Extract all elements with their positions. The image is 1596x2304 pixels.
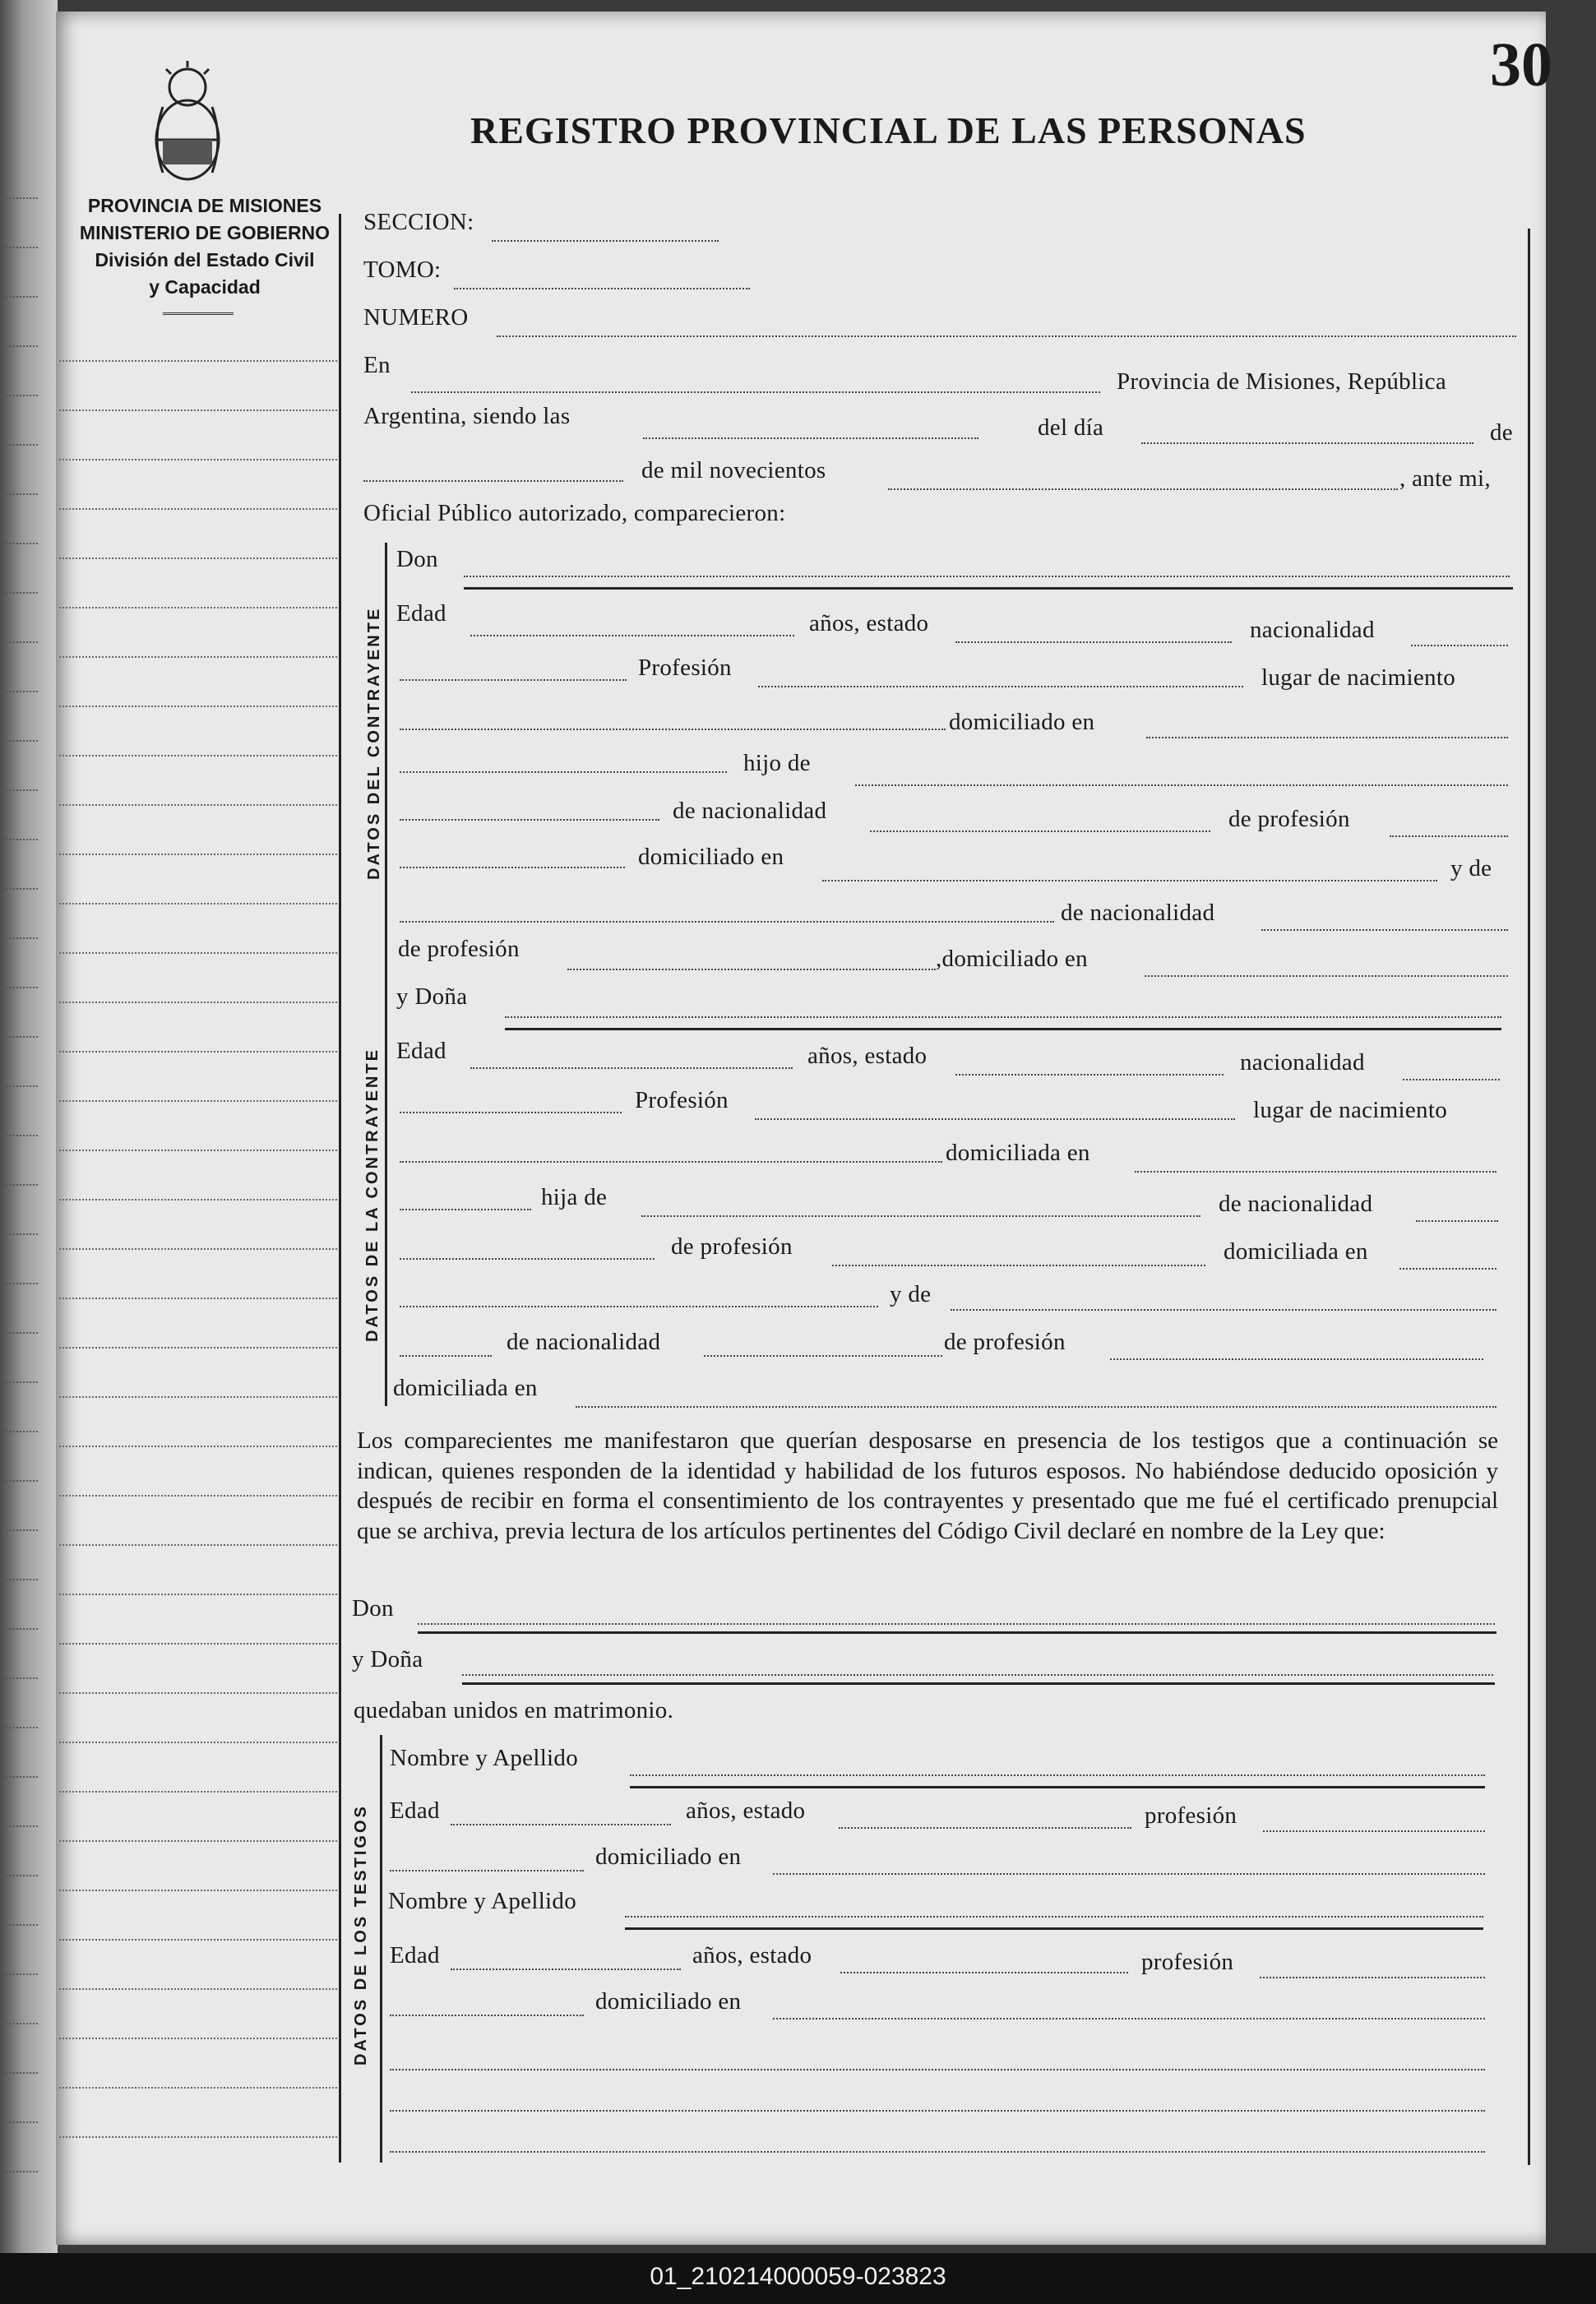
margin-line: [59, 804, 337, 806]
spine-line: [3, 1233, 38, 1235]
nacionalidad-cont-field[interactable]: [400, 679, 627, 681]
testigo2-domiciliado-label: domiciliado en: [595, 1988, 742, 2015]
padre-profesion-field[interactable]: [1390, 835, 1508, 837]
spine-line: [3, 1776, 38, 1778]
edad-f-field[interactable]: [470, 1067, 793, 1069]
margin-line: [59, 1791, 337, 1793]
spine-line: [3, 543, 38, 544]
spine-line: [3, 1677, 38, 1679]
nacionalidad-f-field[interactable]: [1403, 1079, 1500, 1080]
form-page: [56, 12, 1546, 2245]
margin-line: [59, 557, 337, 559]
padre-cont-field[interactable]: [400, 819, 659, 821]
mes-field[interactable]: [363, 480, 623, 482]
mil-label: de mil novecientos: [641, 457, 826, 483]
anos-estado-f-label: años, estado: [807, 1043, 928, 1069]
side-label-contrayente: DATOS DEL CONTRAYENTE: [365, 606, 383, 880]
anos-estado-label: años, estado: [809, 610, 929, 636]
testigo2-edad-field[interactable]: [451, 1969, 681, 1970]
margin-line: [59, 1939, 337, 1941]
spine-line: [3, 296, 38, 298]
spine-line: [3, 592, 38, 594]
de-nacionalidad-label: de nacionalidad: [673, 798, 827, 824]
nacionalidad-field[interactable]: [1411, 645, 1508, 646]
margin-line: [59, 1150, 337, 1151]
domiciliada2-label: domiciliada en: [1224, 1238, 1368, 1265]
estado-f-field[interactable]: [955, 1074, 1224, 1076]
coat-of-arms-icon: [148, 58, 227, 189]
spine-line: [3, 1628, 38, 1630]
margin-line: [59, 607, 337, 608]
margin-line: [59, 952, 337, 954]
ante-mi-label: , ante mi,: [1399, 465, 1491, 492]
testigo-extra-line[interactable]: [390, 2069, 1485, 2070]
testigo1-edad-label: Edad: [390, 1797, 440, 1824]
spine-line: [3, 2171, 38, 2172]
spine-line: [3, 444, 38, 446]
spine-line: [3, 493, 38, 495]
testigo2-profesion-field[interactable]: [1260, 1977, 1485, 1978]
dona-name-field[interactable]: [505, 1016, 1501, 1018]
page-number: 30: [1490, 30, 1552, 99]
testigo1-nombre-label: Nombre y Apellido: [390, 1745, 579, 1771]
margin-line: [59, 1199, 337, 1201]
spine-line: [3, 1332, 38, 1334]
margin-line: [59, 1396, 337, 1398]
declaration-paragraph: Los comparecientes me manifestaron que querían desposarse en presencia de los testigos que a continuación se indican, quienes responden de la identidad y habilidad de los futuros esposos. No habiéndose deducido oposición y después de recibir en forma el consentimiento de los contrayentes y presentado que me fué el certificado prenupcial que se archiva, previa lectura de los artículos pertinentes del Código Civil declaré en nombre de la Ley que:: [357, 1427, 1498, 1544]
margin-line: [59, 1495, 337, 1497]
de-nacionalidad2-f-label: de nacionalidad: [507, 1329, 661, 1355]
don-label: Don: [396, 546, 438, 572]
left-column-rule: [339, 214, 341, 2163]
domiciliado-label: domiciliado en: [949, 709, 1095, 735]
dept-line-3: División del Estado Civil: [95, 249, 315, 271]
nacionalidad-label: nacionalidad: [1250, 617, 1375, 643]
de-profesion2-f-label: de profesión: [944, 1329, 1066, 1355]
spine-line: [3, 1973, 38, 1975]
seccion-label: SECCION:: [363, 209, 474, 235]
department-block: [69, 192, 340, 301]
testigo-extra-line[interactable]: [390, 2110, 1485, 2112]
spine-line: [3, 1875, 38, 1876]
margin-line: [59, 409, 337, 411]
don-underline: [464, 587, 1513, 590]
testigo2-nombre-label: Nombre y Apellido: [388, 1888, 577, 1914]
spine-line: [3, 1431, 38, 1432]
testigo2-underline: [625, 1927, 1483, 1930]
padre-f-nacionalidad-field[interactable]: [1416, 1220, 1498, 1222]
lugar-nac-field[interactable]: [400, 729, 946, 730]
madre-nacionalidad-field[interactable]: [1261, 929, 1508, 931]
margin-line: [59, 1347, 337, 1349]
margin-line: [59, 508, 337, 510]
spine-line: [3, 2023, 38, 2024]
dept-line-2: MINISTERIO DE GOBIERNO: [79, 222, 331, 243]
profesion-f-field[interactable]: [755, 1118, 1235, 1120]
margin-line: [59, 1594, 337, 1595]
tomo-field[interactable]: [454, 288, 750, 289]
spine-line: [3, 1085, 38, 1087]
side-label-contrayenta: DATOS DE LA CONTRAYENTE: [363, 1048, 382, 1342]
don-name-field[interactable]: [464, 576, 1510, 577]
dept-rule: [163, 312, 234, 315]
margin-line: [59, 1298, 337, 1299]
anio-field[interactable]: [888, 488, 1398, 490]
spine-line: [3, 691, 38, 692]
domicilio-field[interactable]: [1146, 737, 1508, 738]
tomo-label: TOMO:: [363, 257, 442, 283]
hora-field[interactable]: [643, 437, 978, 439]
padre-nacionalidad-field[interactable]: [870, 830, 1210, 832]
dia-field[interactable]: [1141, 442, 1473, 444]
spine-line: [3, 2121, 38, 2123]
margin-line: [59, 1890, 337, 1891]
spine-line: [3, 789, 38, 791]
section-rule-testigos: [380, 1735, 382, 2163]
padre-field[interactable]: [855, 784, 1508, 786]
testigo2-profesion-cont-field[interactable]: [390, 2015, 584, 2016]
spine-line: [3, 1184, 38, 1186]
margin-line: [59, 2087, 337, 2089]
margin-line: [59, 1248, 337, 1250]
domicilio-f-field[interactable]: [1135, 1171, 1497, 1173]
lugar-nac-f-field[interactable]: [400, 1161, 942, 1163]
hija-de-label: hija de: [541, 1184, 608, 1210]
section-rule-contrayentes: [385, 543, 387, 1406]
margin-line: [59, 1742, 337, 1743]
edad-label: Edad: [396, 600, 446, 627]
margin-line: [59, 2136, 337, 2138]
padre-f-field[interactable]: [641, 1215, 1200, 1217]
testigo1-domiciliado-label: domiciliado en: [595, 1844, 742, 1870]
spine-line: [3, 1381, 38, 1383]
provincia-label: Provincia de Misiones, República: [1117, 368, 1447, 395]
testigo2-anos-label: años, estado: [692, 1942, 812, 1969]
spine-line: [3, 1825, 38, 1827]
testigo1-estado-field[interactable]: [839, 1827, 1131, 1829]
testigo1-domicilio-field[interactable]: [773, 1873, 1485, 1875]
lugar-nac-f-label: lugar de nacimiento: [1253, 1097, 1448, 1123]
margin-line: [59, 2038, 337, 2039]
spine-line: [3, 641, 38, 643]
padre-f-domicilio-cont-field[interactable]: [400, 1306, 878, 1307]
testigo1-profesion-label: profesión: [1145, 1802, 1237, 1829]
profesion-field[interactable]: [758, 686, 1243, 687]
margin-line: [59, 1544, 337, 1546]
spine-line: [3, 1924, 38, 1926]
argentina-label: Argentina, siendo las: [363, 403, 571, 429]
madre-f-profesion-field[interactable]: [1110, 1358, 1483, 1360]
testigo1-edad-field[interactable]: [451, 1824, 671, 1825]
del-dia-label: del día: [1038, 414, 1104, 441]
spine-line: [3, 1480, 38, 1482]
testigo-extra-line[interactable]: [390, 2151, 1485, 2153]
testigo1-nombre-field[interactable]: [630, 1774, 1485, 1776]
dept-line-1: PROVINCIA DE MISIONES: [87, 195, 322, 216]
madre-f-nacionalidad-field[interactable]: [704, 1355, 942, 1357]
nacionalidad-f-label: nacionalidad: [1240, 1049, 1365, 1076]
decl-dona-field[interactable]: [462, 1674, 1493, 1676]
madre-field[interactable]: [400, 921, 1054, 923]
margin-line: [59, 854, 337, 855]
margin-line: [59, 1051, 337, 1053]
padre-f-profesion-field[interactable]: [832, 1265, 1205, 1266]
edad-f-label: Edad: [396, 1038, 446, 1064]
dona-underline: [505, 1028, 1501, 1030]
margin-line: [59, 706, 337, 707]
madre-f-cont-field[interactable]: [400, 1355, 492, 1357]
page-title: REGISTRO PROVINCIAL DE LAS PERSONAS: [470, 109, 1307, 151]
y-de-label: y de: [1450, 855, 1492, 881]
domiciliada3-label: domiciliada en: [393, 1375, 538, 1401]
de-label: de: [1490, 419, 1513, 446]
de-nacionalidad2-label: de nacionalidad: [1061, 900, 1215, 926]
spine-line: [3, 1579, 38, 1580]
margin-line: [59, 459, 337, 460]
edad-field[interactable]: [470, 635, 794, 636]
decl-don-label: Don: [352, 1595, 394, 1622]
right-column-rule: [1528, 229, 1530, 2165]
spine-line: [3, 345, 38, 347]
spine-line: [3, 1727, 38, 1728]
testigo2-estado-field[interactable]: [840, 1972, 1128, 1973]
de-profesion2-label: de profesión: [398, 936, 520, 962]
margin-line: [59, 1002, 337, 1003]
domicilio-f-cont-field[interactable]: [400, 1209, 531, 1210]
spine-line: [3, 888, 38, 890]
decl-don-field[interactable]: [418, 1623, 1495, 1625]
domiciliado2-label: domiciliado en: [638, 844, 784, 870]
testigo2-domicilio-field[interactable]: [773, 2018, 1485, 2019]
profesion-label: Profesión: [638, 655, 732, 681]
madre-domicilio-field[interactable]: [1145, 975, 1508, 977]
margin-line: [59, 360, 337, 362]
numero-field[interactable]: [497, 335, 1516, 337]
testigo2-profesion-label: profesión: [1141, 1949, 1234, 1975]
padre-f-nacionalidad-cont-field[interactable]: [400, 1258, 655, 1260]
dept-line-4: y Capacidad: [149, 276, 261, 298]
domicilio-cont-field[interactable]: [400, 771, 727, 773]
margin-line: [59, 1643, 337, 1645]
testigo2-edad-label: Edad: [390, 1942, 440, 1969]
book-spine: [0, 0, 58, 2253]
testigo2-nombre-field[interactable]: [625, 1916, 1483, 1918]
nacionalidad-f-cont-field[interactable]: [400, 1112, 622, 1113]
lugar-nac-label: lugar de nacimiento: [1261, 664, 1456, 691]
decl-dona-label: y Doña: [352, 1646, 423, 1672]
decl-dona-underline: [462, 1682, 1495, 1685]
de-profesion-label: de profesión: [1228, 806, 1350, 832]
spine-line: [3, 937, 38, 939]
de-profesion-f-label: de profesión: [671, 1233, 793, 1260]
testigo1-profesion-field[interactable]: [1263, 1830, 1485, 1832]
spine-line: [3, 2072, 38, 2074]
padre-profesion-cont-field[interactable]: [400, 867, 625, 868]
quedaban-label: quedaban unidos en matrimonio.: [354, 1697, 674, 1723]
madre-f-domicilio-field[interactable]: [576, 1406, 1497, 1408]
padre-domicilio-field[interactable]: [822, 880, 1437, 881]
margin-line: [59, 903, 337, 904]
margin-line: [59, 1446, 337, 1447]
spine-line: [3, 247, 38, 248]
spine-line: [3, 1135, 38, 1136]
image-caption: 01_210214000059-023823: [650, 2263, 946, 2290]
oficial-label: Oficial Público autorizado, comparecieron:: [363, 500, 786, 526]
testigo1-anos-label: años, estado: [686, 1797, 806, 1824]
madre-f-field[interactable]: [951, 1309, 1497, 1311]
domiciliada-label: domiciliada en: [946, 1140, 1090, 1166]
spine-line: [3, 1529, 38, 1531]
margin-line: [59, 1100, 337, 1102]
lugar-field[interactable]: [411, 391, 1100, 393]
spine-line: [3, 197, 38, 199]
testigo1-underline: [630, 1786, 1485, 1788]
side-label-testigos: DATOS DE LOS TESTIGOS: [352, 1804, 370, 2066]
spine-line: [3, 1036, 38, 1038]
spine-line: [3, 987, 38, 988]
estado-field[interactable]: [955, 641, 1232, 643]
margin-line: [59, 1840, 337, 1842]
decl-don-underline: [418, 1631, 1497, 1634]
seccion-field[interactable]: [492, 240, 719, 242]
margin-line: [59, 1988, 337, 1990]
margin-line: [59, 755, 337, 756]
spine-line: [3, 839, 38, 840]
de-nacionalidad-f-label: de nacionalidad: [1219, 1191, 1373, 1217]
margin-line: [59, 656, 337, 658]
testigo1-profesion-cont-field[interactable]: [390, 1870, 584, 1871]
y-de-f-label: y de: [890, 1281, 932, 1307]
hijo-de-label: hijo de: [743, 750, 811, 776]
madre-profesion-field[interactable]: [567, 969, 936, 970]
spine-line: [3, 395, 38, 396]
margin-line: [59, 1692, 337, 1694]
profesion-f-label: Profesión: [635, 1087, 729, 1113]
en-label: En: [363, 352, 391, 378]
spine-line: [3, 740, 38, 742]
numero-label: NUMERO: [363, 304, 469, 331]
domiciliado3-label: ,domiciliado en: [936, 946, 1088, 972]
spine-line: [3, 1283, 38, 1284]
dona-label: y Doña: [396, 983, 468, 1010]
padre-f-domicilio-field[interactable]: [1399, 1268, 1497, 1270]
